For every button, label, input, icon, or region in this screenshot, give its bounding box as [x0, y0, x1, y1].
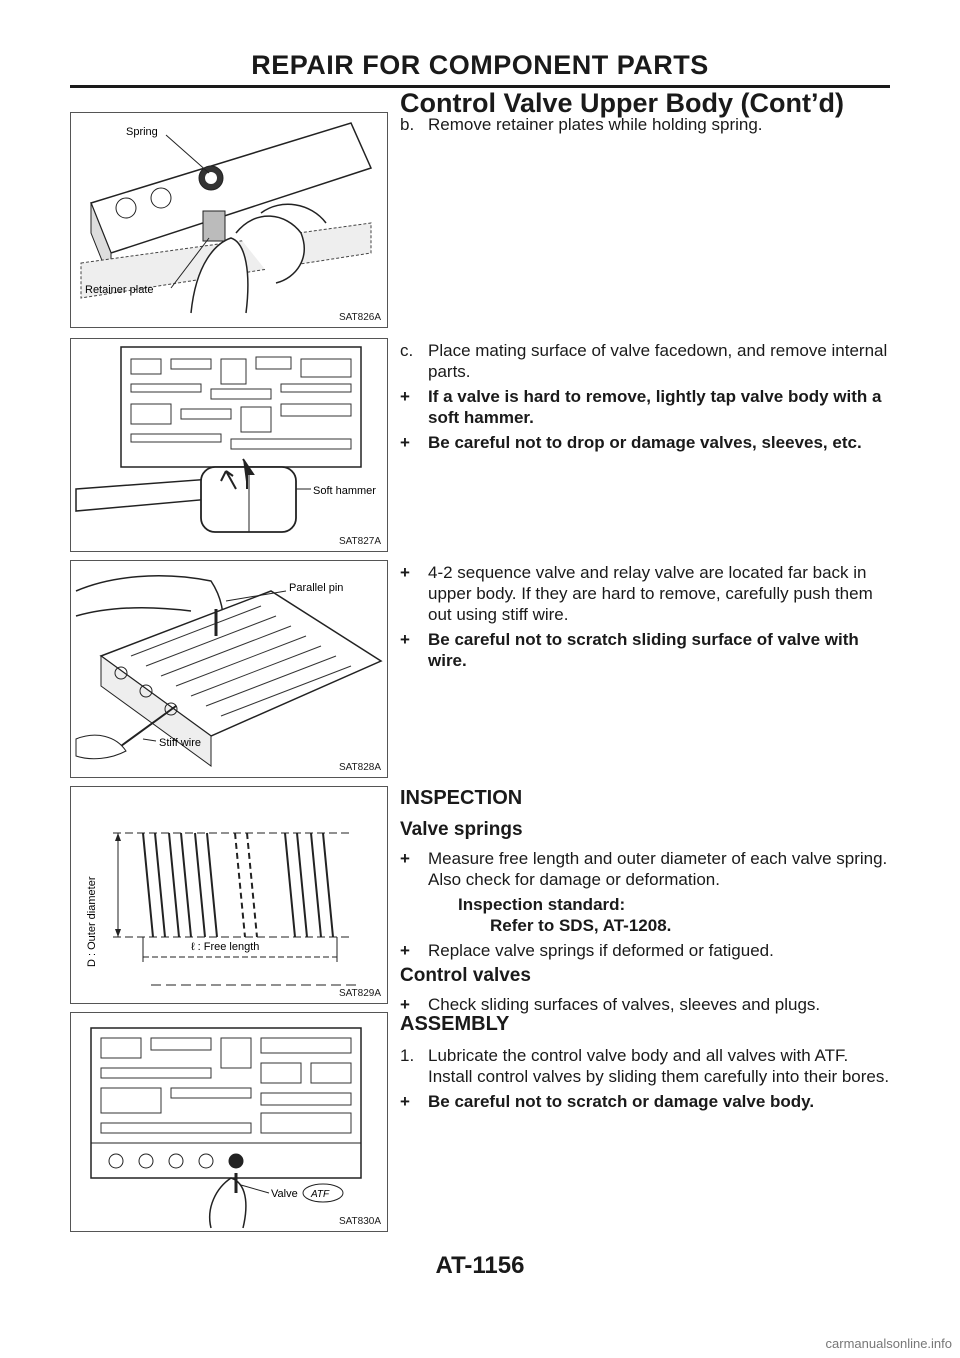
figure-sat827a — [70, 338, 388, 552]
control-valves-heading: Control valves — [400, 965, 531, 986]
soft-hammer-illustration — [71, 339, 388, 552]
bullet-marker: + — [400, 849, 410, 868]
bullet-marker: + — [400, 1092, 410, 1111]
step-text: Place mating surface of valve facedown, and remove internal parts. — [428, 341, 888, 381]
bullet-text: If a valve is hard to remove, lightly tap valve body with a soft hammer. — [428, 387, 882, 427]
inspection-standard-label: Inspection standard: — [458, 895, 626, 914]
bullet-marker: + — [400, 563, 410, 582]
figure-code: SAT827A — [338, 536, 381, 547]
figure-code: SAT829A — [338, 988, 381, 999]
watermark-link[interactable]: carmanualsonline.info — [825, 1336, 952, 1351]
valve-springs-heading: Valve springs — [400, 819, 523, 840]
figure-code: SAT828A — [338, 762, 381, 773]
label-retainer-plate: Retainer plate — [85, 284, 154, 296]
step-text: Remove retainer plates while holding spring. — [428, 115, 763, 134]
stiff-wire-illustration — [71, 561, 388, 778]
section-assembly — [400, 1014, 890, 1116]
label-parallel-pin: Parallel pin — [289, 582, 344, 594]
bullet-text: Check sliding surfaces of valves, sleeves and plugs. — [428, 995, 821, 1014]
label-valve: Valve — [271, 1188, 298, 1200]
step-marker: c. — [400, 341, 414, 360]
figure-sat830a — [70, 1012, 388, 1232]
bullet-text: Be careful not to scratch or damage valve body. — [428, 1092, 815, 1111]
valve-spring-measurement-illustration — [71, 787, 388, 1004]
step-marker: 1. — [400, 1046, 415, 1065]
label-spring: Spring — [126, 126, 158, 138]
bullet-text: Be careful not to scratch sliding surface of valve with wire. — [428, 630, 859, 670]
bullet-text: Replace valve springs if deformed or fatigued. — [428, 941, 774, 960]
bullet-text: 4-2 sequence valve and relay valve are located far back in upper body. If they are hard to remove, carefully push them out using stiff wire. — [428, 563, 873, 624]
figure-sat829a — [70, 786, 388, 1004]
bullet-marker: + — [400, 630, 410, 649]
assembly-heading: ASSEMBLY — [400, 1013, 510, 1035]
page-number: AT-1156 — [435, 1252, 525, 1279]
bullet-marker: + — [400, 995, 410, 1014]
page-subtitle: Control Valve Upper Body (Cont’d) — [400, 88, 845, 118]
label-atf: ATF — [311, 1189, 330, 1200]
section-remove-internal-parts — [400, 340, 890, 457]
section-remove-retainer-plates — [400, 114, 890, 139]
figure-code: SAT826A — [338, 312, 381, 323]
bullet-text: Be careful not to drop or damage valves, sleeves, etc. — [428, 433, 862, 452]
inspection-heading: INSPECTION — [400, 787, 523, 809]
section-stiff-wire — [400, 562, 890, 675]
section-inspection — [400, 788, 890, 1019]
bullet-marker: + — [400, 941, 410, 960]
valve-installation-illustration — [71, 1013, 388, 1232]
label-soft-hammer: Soft hammer — [313, 485, 376, 497]
figure-code: SAT830A — [338, 1216, 381, 1227]
retainer-plate-illustration — [71, 113, 388, 328]
inspection-standard-value: Refer to SDS, AT-1208. — [490, 916, 672, 935]
label-free-length: ℓ : Free length — [191, 941, 260, 953]
bullet-marker: + — [400, 433, 410, 452]
label-outer-diameter: D : Outer diameter — [86, 876, 98, 967]
figure-sat828a — [70, 560, 388, 778]
label-stiff-wire: Stiff wire — [159, 737, 201, 749]
bullet-text: Measure free length and outer diameter of each valve spring. Also check for damage or deformation. — [428, 849, 888, 889]
figure-sat826a — [70, 112, 388, 328]
step-text: Lubricate the control valve body and all valves with ATF. Install control valves by sliding them carefully into their bores. — [428, 1046, 890, 1086]
step-marker: b. — [400, 115, 415, 134]
page-header-title: REPAIR FOR COMPONENT PARTS — [251, 50, 709, 80]
bullet-marker: + — [400, 387, 410, 406]
